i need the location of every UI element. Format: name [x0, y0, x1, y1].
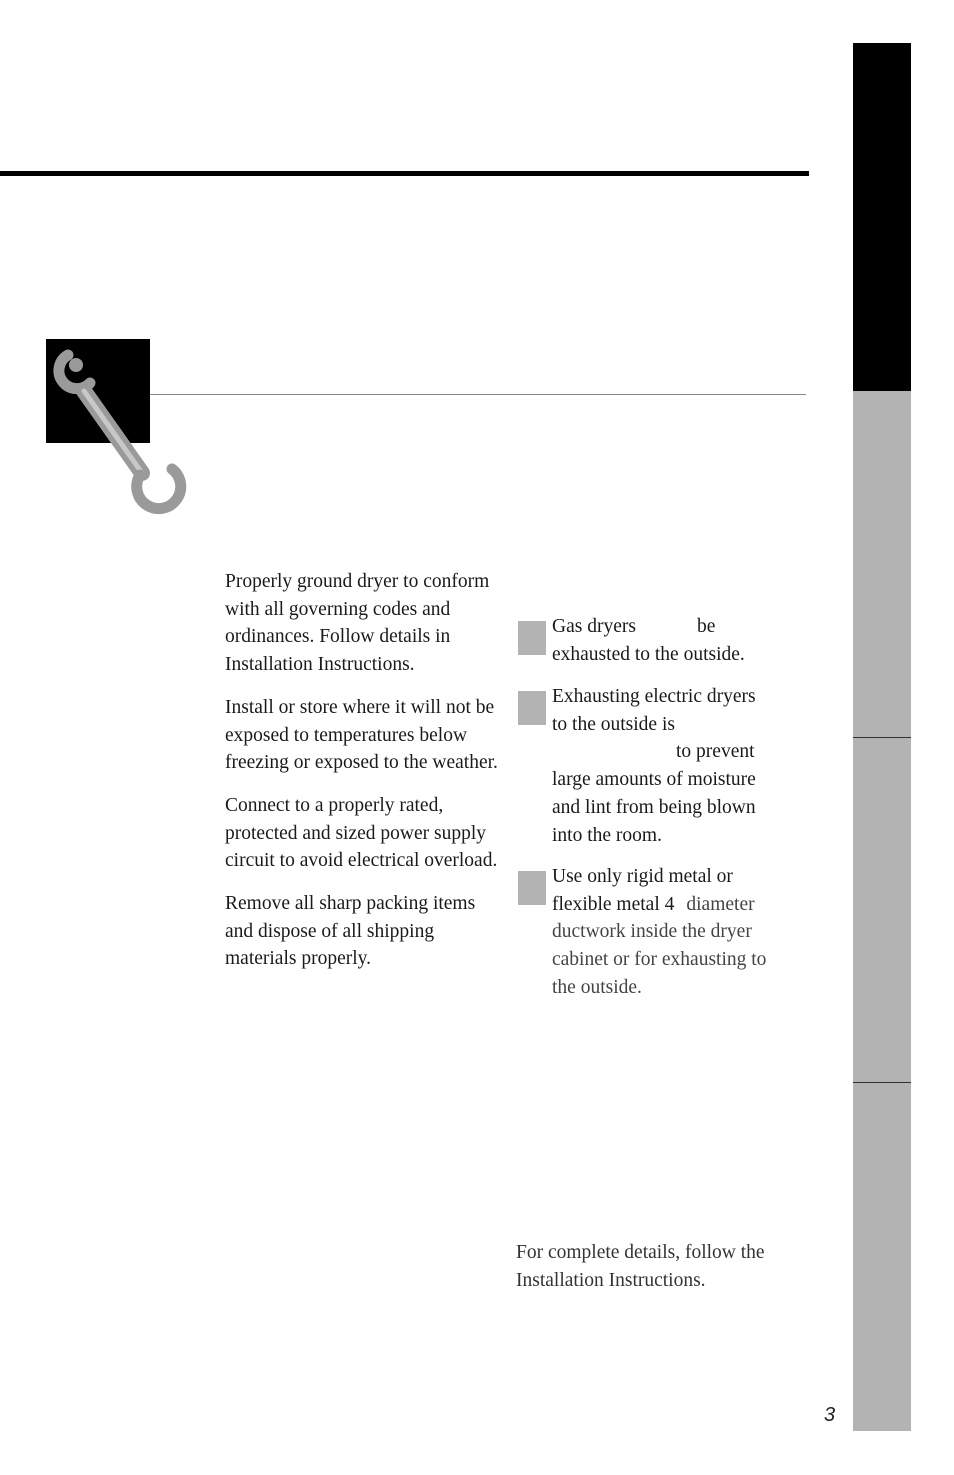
text: For complete details, follow the: [516, 1242, 765, 1263]
bullet-marker: [518, 621, 546, 655]
text: Use only rigid metal or: [552, 866, 733, 887]
text: Exhausting electric dryers: [552, 686, 756, 707]
side-tab-4[interactable]: [853, 1083, 911, 1431]
text: Installation Instructions.: [516, 1269, 706, 1291]
text: ductwork inside the dryer: [552, 921, 752, 943]
text: flexible metal 4: [552, 893, 675, 915]
text: diameter: [686, 893, 755, 915]
text: and lint from being blown: [552, 796, 756, 818]
text: cabinet or for exhausting to: [552, 949, 767, 971]
footnote: [516, 1239, 816, 1294]
text: to prevent: [676, 741, 755, 763]
page-number: 3: [824, 1404, 836, 1426]
paragraph-packing: Remove all sharp packing items and dispose of all shipping materials properly.: [225, 893, 476, 970]
side-tab-active[interactable]: [853, 43, 911, 391]
wrench-icon: [40, 335, 190, 515]
text: the outside.: [552, 976, 642, 998]
text: be: [696, 616, 716, 637]
paragraph-power-supply: Connect to a properly rated, protected and sized power supply circuit to avoid electrical overload.: [225, 794, 498, 872]
side-tab-3[interactable]: [853, 738, 911, 1082]
text: Gas dryers: [552, 616, 636, 637]
text: to the outside is: [552, 713, 675, 735]
section-rule: [150, 394, 806, 395]
bullet-electric-dryers: [552, 683, 807, 849]
paragraph-grounding: Properly ground dryer to conform with all governing codes and ordinances. Follow details in Installation Instructions.: [225, 571, 490, 676]
bullet-marker: [518, 691, 546, 725]
side-tab-2[interactable]: [853, 391, 911, 737]
text: into the room.: [552, 824, 662, 846]
text: large amounts of moisture: [552, 769, 756, 791]
bullet-marker: [518, 871, 546, 905]
safety-instructions-left: [225, 568, 500, 988]
text: exhausted to the outside.: [552, 643, 745, 665]
bullet-ductwork: [552, 863, 807, 1002]
paragraph-storage: Install or store where it will not be exposed to temperatures below freezing or exposed to the weather.: [225, 696, 498, 774]
top-rule: [0, 171, 809, 176]
bullet-gas-dryers: [552, 613, 807, 668]
tab-divider: [853, 1082, 911, 1083]
tab-divider: [853, 737, 911, 738]
